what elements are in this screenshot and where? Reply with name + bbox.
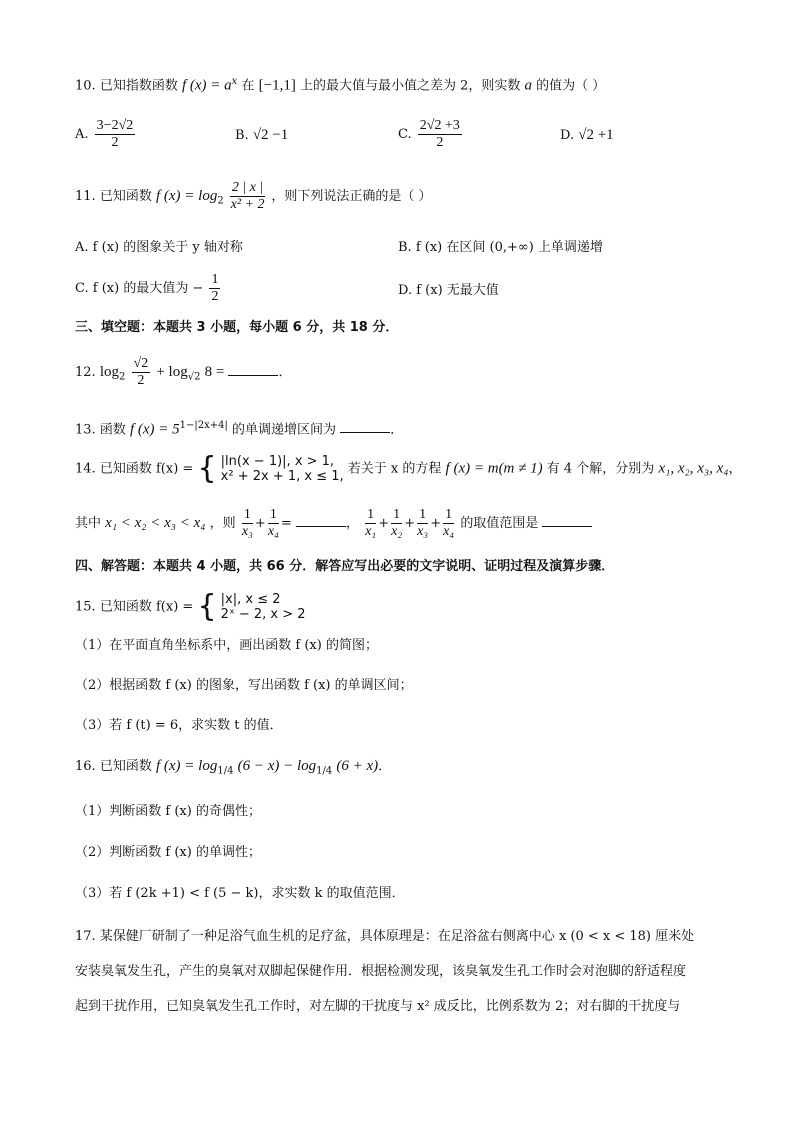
q11-text-2: ，则下列说法正确的是（ ） [271, 189, 432, 204]
q16-part-3: （3）若 f (2k +1) < f (5 − k)，求实数 k 的取值范围． [75, 886, 405, 901]
q17-line-3: 起到干扰作用，已知臭氧发生孔工作时，对左脚的干扰度与 x² 成反比，比例系数为 2；对右脚的干扰度与 [75, 999, 681, 1014]
fraction [268, 507, 279, 540]
q14-text-5: 其中 [75, 516, 102, 531]
q17-line-2: 安装臭氧发生孔，产生的臭氧对双脚起保健作用．根据检测发现，该臭氧发生孔工作时会对泡脚的舒适程度 [75, 964, 687, 979]
q10-text-2: 在 [241, 78, 255, 94]
option-value: √2 −1 [252, 127, 289, 143]
fraction [365, 507, 376, 540]
q10-option-a[interactable] [75, 118, 137, 151]
fraction [418, 118, 462, 151]
q16-expr-2: (6 − x) − log [237, 758, 317, 774]
option-label: A. [75, 240, 89, 255]
q14-line-2: 其中 x₁ < x₂ < x₃ < x₄ ，则 $\frac{1}{\text{x₃}}$ + $\frac{1}{\text{x₄}}$ = ， $\frac{1}{\text{x₁}}$ + $\frac{1}{\text{x₂}}$ + $\frac{1}{\text{x₃}}$ + $\frac{1}{\text{x₄}}$ 的取值范围是 [75, 507, 592, 540]
option-label: C. [398, 127, 412, 142]
fraction [242, 507, 253, 540]
q11-option-b[interactable] [398, 238, 603, 258]
q14-equation: f (x) = m(m ≠ 1) [445, 460, 543, 477]
q12-stem [75, 356, 291, 389]
option-text: f (x) 无最大值 [416, 283, 499, 298]
numerator: 1 [365, 507, 376, 524]
numerator: 3−2√2 [96, 118, 134, 133]
q10-option-c[interactable] [398, 118, 464, 151]
log-text: log [99, 364, 119, 380]
brace-icon: { [197, 451, 217, 486]
q15-text: 已知函数 [99, 599, 152, 615]
q16-part-2: （2）判断函数 f (x) 的单调性； [75, 845, 261, 860]
q12-expr: 8 = [204, 364, 225, 380]
denominator: 2 [137, 373, 145, 388]
case-2: x² + 2x + 1, x ≤ 1, [220, 469, 344, 484]
q10-function: f (x) = a [181, 77, 232, 94]
q16-stem [75, 756, 391, 782]
q10-option-d[interactable] [560, 125, 614, 146]
denominator: 2 [436, 135, 444, 150]
log-base: 1/4 [217, 765, 234, 777]
case-1: |x|, x ≤ 2 [220, 592, 281, 607]
q15-stem [75, 589, 306, 624]
q11-option-a[interactable] [75, 238, 243, 258]
q11-stem [75, 180, 432, 213]
question-number: 13. [75, 422, 96, 438]
answer-blank[interactable] [340, 418, 390, 433]
option-label: D. [560, 128, 575, 143]
option-label: D. [398, 283, 413, 298]
numerator: 1 [268, 507, 279, 524]
option-text: f (x) 的最大值为 − [92, 281, 204, 296]
question-number: 16. [75, 759, 96, 774]
q10-var-a: a [524, 77, 532, 94]
q10-text-4: 的值为（ ） [536, 78, 606, 94]
numerator: 1 [417, 507, 428, 524]
denominator: x² + 2 [230, 197, 265, 212]
question-number: 15. [75, 599, 96, 615]
q10-exponent: x [231, 76, 238, 87]
fraction [230, 180, 265, 213]
section-heading-fill-in: 三、填空题：本题共 3 小题，每小题 6 分，共 18 分． [75, 320, 399, 335]
numerator: 1 [443, 507, 454, 524]
numerator: 1 [391, 507, 402, 524]
numerator: √2 [133, 356, 149, 371]
q14-text-8: 的取值范围是 [460, 516, 539, 531]
q16-expr-3: (6 + x) [336, 758, 379, 774]
option-label: A. [75, 127, 89, 142]
q10-text-3: 上的最大值与最小值之差为 2，则实数 [299, 78, 521, 94]
q14-text: 已知函数 [99, 461, 152, 477]
q17-line-1: 17. 某保健厂研制了一种足浴气血生机的足疗盆，具体原理是：在足浴盆右侧离中心 x (0 < x < 18) 厘米处 [75, 929, 695, 944]
log-base-2: 1/4 [316, 765, 333, 777]
option-value: √2 +1 [578, 127, 614, 143]
q14-text-4: ， [728, 461, 742, 477]
q11-option-d[interactable] [398, 281, 499, 301]
option-text: f (x) 在区间 (0,+∞) 上单调递增 [415, 240, 603, 255]
q15-function: f(x) = [155, 599, 194, 615]
option-label: B. [398, 240, 412, 255]
fraction [417, 507, 428, 540]
q13-stem [75, 416, 403, 440]
q14-order: x₁ < x₂ < x₃ < x₄ [105, 515, 206, 531]
denominator: 2 [211, 289, 219, 304]
option-label: C. [75, 281, 89, 296]
section-heading-solutions: 四、解答题：本题共 4 小题，共 66 分．解答应写出必要的文字说明、证明过程及演算步骤． [75, 559, 615, 574]
option-text: f (x) 的图象关于 y 轴对称 [92, 240, 243, 255]
case-1: |ln(x − 1)|, x > 1, [220, 454, 335, 469]
q16-text: 已知函数 [99, 759, 152, 774]
option-label: B. [235, 128, 249, 143]
q14-roots: x₁, x₂, x₃, x₄ [658, 460, 729, 477]
q13-function: f (x) = 5 [129, 421, 180, 438]
fraction [132, 356, 151, 389]
denominator: 2 [111, 135, 119, 150]
answer-blank[interactable] [542, 512, 592, 527]
fraction [391, 507, 402, 540]
q13-text-2: 的单调递增区间为 [232, 422, 337, 438]
question-number: 14. [75, 461, 96, 477]
q14-text-6: ，则 [209, 516, 236, 531]
q14-function: f(x) = [155, 461, 194, 477]
answer-blank[interactable] [296, 512, 346, 527]
q10-text: 已知指数函数 [99, 78, 178, 94]
q10-stem [75, 72, 605, 96]
answer-blank[interactable] [228, 361, 278, 376]
q14-stem [75, 451, 742, 486]
case-2: 2ˣ − 2, x > 2 [220, 607, 306, 622]
log-base: 2 [217, 195, 224, 207]
q11-text: 已知函数 [99, 189, 152, 204]
q14-text-3: 有 4 个解，分别为 [546, 461, 655, 477]
q13-exponent: 1−|2x+4| [179, 420, 228, 431]
denominator: x₂ [391, 524, 403, 539]
numerator: 1 [242, 507, 253, 524]
piecewise-cases [221, 454, 344, 484]
fraction [209, 272, 220, 305]
brace-icon: { [197, 589, 217, 624]
question-number: 11. [75, 189, 96, 204]
log-base: 2 [119, 371, 126, 383]
q14-text-7: ， [345, 516, 359, 531]
q11-option-c[interactable] [75, 272, 222, 305]
question-number: 10. [75, 78, 96, 94]
numerator: 1 [211, 272, 219, 287]
q14-text-2: 若关于 x 的方程 [347, 461, 442, 477]
q15-part-3: （3）若 f (t) = 6，求实数 t 的值． [75, 718, 283, 733]
numerator: 2 | x | [231, 180, 264, 195]
q13-text: 函数 [99, 422, 126, 438]
denominator: x₃ [417, 524, 429, 539]
question-number: 12. [75, 365, 96, 380]
denominator: x₄ [443, 524, 455, 539]
q10-option-b[interactable] [235, 125, 288, 146]
q16-end: ． [378, 759, 392, 774]
fraction [95, 118, 136, 151]
q12-end: ． [278, 365, 292, 380]
denominator: x₄ [267, 524, 279, 539]
q10-interval: [−1,1] [258, 77, 296, 94]
q16-expr: f (x) = log [155, 758, 218, 774]
q11-function: f (x) = log [155, 188, 218, 204]
log-base-2: √2 [187, 371, 201, 383]
denominator: x₃ [241, 524, 253, 539]
numerator: 2√2 +3 [419, 118, 460, 133]
fraction [443, 507, 454, 540]
q15-part-1: （1）在平面直角坐标系中，画出函数 f (x) 的简图； [75, 638, 378, 653]
denominator: x₁ [365, 524, 377, 539]
q16-part-1: （1）判断函数 f (x) 的奇偶性； [75, 804, 261, 819]
log-text-2: + log [156, 364, 188, 380]
q13-end: ． [390, 422, 404, 438]
piecewise-cases [221, 592, 306, 622]
q15-part-2: （2）根据函数 f (x) 的图象，写出函数 f (x) 的单调区间； [75, 678, 413, 693]
